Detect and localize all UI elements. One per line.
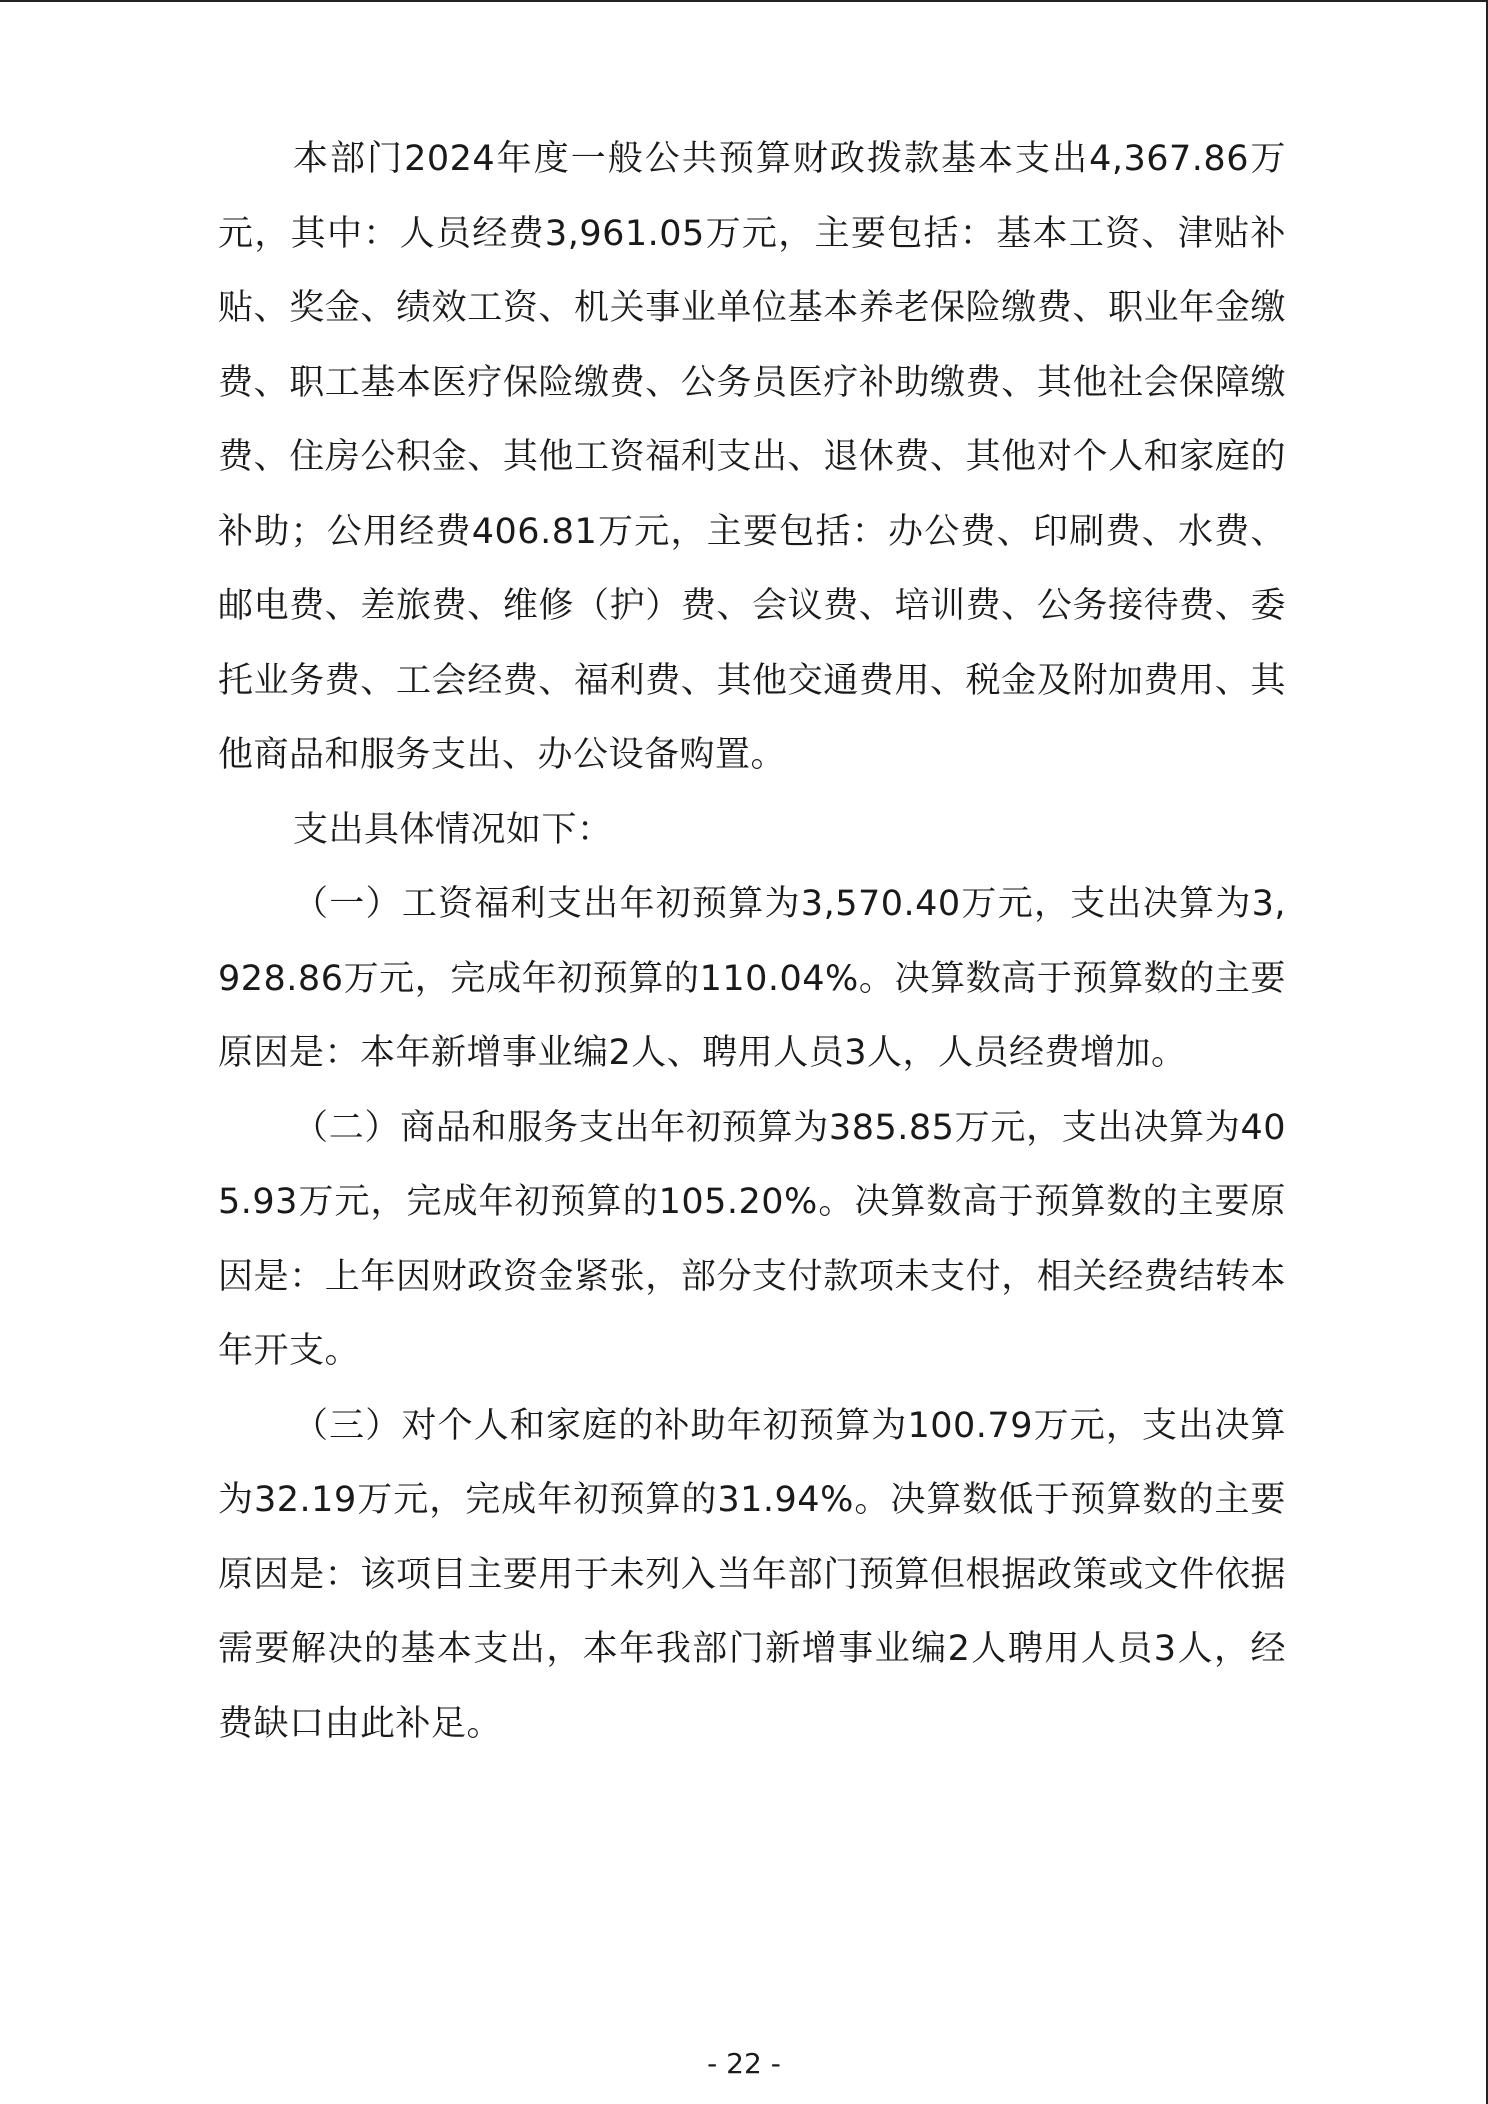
paragraph-wage-welfare: （一）工资福利支出年初预算为3,570.40万元，支出决算为3,928.86万元，完成年初预算的110.04%。决算数高于预算数的主要原因是：本年新增事业编2人、聘用人员3人，人员经费增加。 <box>218 884 1286 1073</box>
paragraph-goods-services: （二）商品和服务支出年初预算为385.85万元，支出决算为405.93万元，完成年初预算的105.20%。决算数高于预算数的主要原因是：上年因财政资金紧张，部分支付款项未支付，相关经费结转本年开支。 <box>218 1107 1286 1371</box>
paragraph-basic-expenditure: 本部门2024年度一般公共预算财政拨款基本支出4,367.86万元，其中：人员经费3,961.05万元，主要包括：基本工资、津贴补贴、奖金、绩效工资、机关事业单位基本养老保险缴费、职业年金缴费、职工基本医疗保险缴费、公务员医疗补助缴费、其他社会保障缴费、住房公积金、其他工资福利支出、退休费、其他对个人和家庭的补助；公用经费406.81万元，主要包括：办公费、印刷费、水费、邮电费、差旅费、维修（护）费、会议费、培训费、公务接待费、委托业务费、工会经费、福利费、其他交通费用、税金及附加费用、其他商品和服务支出、办公设备购置。 <box>218 139 1286 775</box>
page-number: - 22 - <box>707 2047 781 2080</box>
paragraph-household-subsidy: （三）对个人和家庭的补助年初预算为100.79万元，支出决算为32.19万元，完成年初预算的31.94%。决算数低于预算数的主要原因是：该项目主要用于未列入当年部门预算但根据政策或文件依据需要解决的基本支出，本年我部门新增事业编2人聘用人员3人，经费缺口由此补足。 <box>218 1405 1286 1744</box>
paragraph-expenditure-intro: 支出具体情况如下： <box>293 809 613 850</box>
document-body <box>218 122 1286 1761</box>
page-top-border <box>0 0 1488 2</box>
